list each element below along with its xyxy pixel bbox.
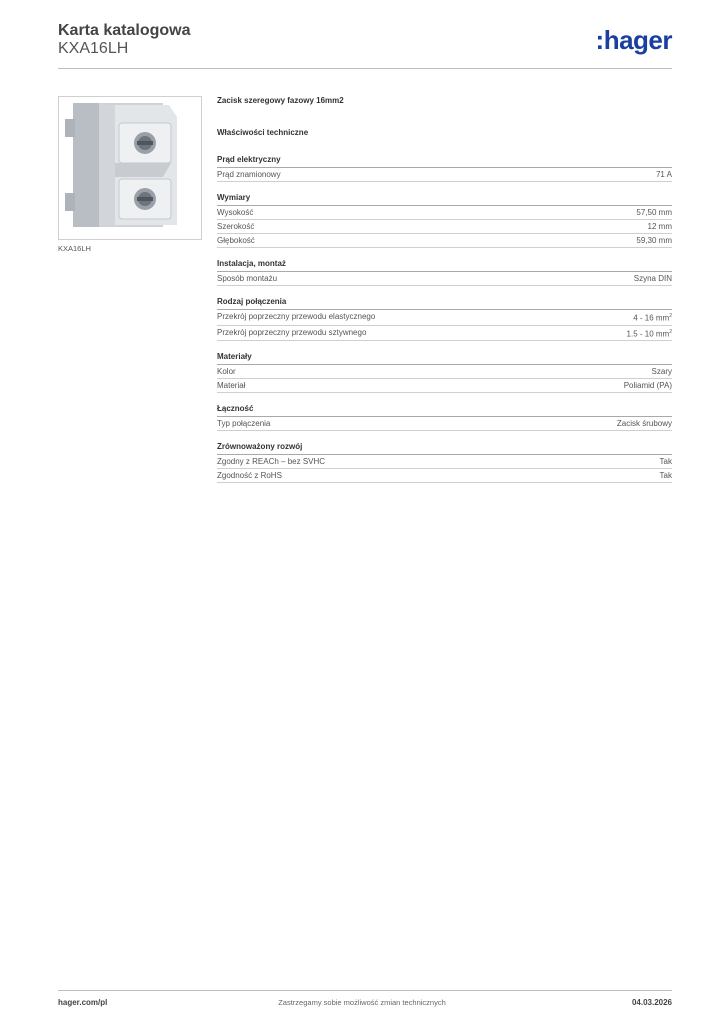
spec-value — [633, 310, 672, 325]
spec-group — [217, 154, 672, 182]
spec-row — [217, 455, 672, 469]
spec-value-unit-exponent: 2 — [669, 328, 672, 335]
hager-logo: :hager — [595, 25, 672, 55]
spec-value-text: 71 A — [655, 170, 672, 179]
spec-row — [217, 326, 672, 342]
spec-row — [217, 365, 672, 379]
spec-label: Kolor — [217, 367, 236, 377]
document-header — [58, 22, 190, 58]
footer-website[interactable]: hager.com/pl — [58, 998, 108, 1007]
spec-group — [217, 296, 672, 341]
spec-groups — [217, 154, 672, 483]
spec-label: Głębokość — [217, 236, 255, 245]
spec-row — [217, 220, 672, 234]
specifications — [217, 96, 672, 493]
product-code: KXA16LH — [58, 40, 129, 57]
technical-properties-title: Właściwości techniczne — [217, 128, 309, 137]
spec-group-title: Zrównoważony rozwój — [217, 441, 672, 455]
spec-value — [660, 455, 672, 468]
footer-date: 04.03.2026 — [631, 998, 672, 1007]
spec-row — [217, 272, 672, 286]
spec-row — [217, 168, 672, 182]
image-caption: KXA16LH — [58, 244, 91, 253]
spec-label: Szerokość — [217, 222, 255, 231]
product-image — [58, 96, 202, 240]
spec-row — [217, 417, 672, 431]
spec-group-title: Materiały — [217, 351, 672, 365]
spec-value-text: Tak — [659, 457, 672, 467]
footer-disclaimer: Zastrzegamy sobie możliwość zmian technicznych — [278, 998, 446, 1007]
spec-label: Przekrój poprzeczny przewodu sztywnego — [217, 327, 367, 337]
spec-value-text: Tak — [659, 471, 672, 481]
spec-label: Zgodność z RoHS — [217, 471, 282, 481]
spec-value-text: Szary — [651, 367, 672, 377]
spec-group-title: Rodzaj połączenia — [217, 296, 672, 310]
spec-row — [217, 469, 672, 483]
header-divider — [58, 68, 672, 69]
spec-label: Wysokość — [217, 208, 254, 217]
spec-group — [217, 192, 672, 248]
spec-value — [634, 272, 672, 285]
spec-value — [617, 417, 672, 430]
spec-group-title: Wymiary — [217, 192, 672, 206]
spec-group-title: Instalacja, montaż — [217, 258, 672, 272]
spec-value — [624, 379, 672, 392]
footer-divider — [58, 990, 672, 991]
spec-value-text: 12 mm — [647, 222, 672, 231]
spec-value-text: Zacisk śrubowy — [616, 419, 672, 429]
spec-group-title: Prąd elektryczny — [217, 154, 672, 168]
spec-value-text: Poliamid (PA) — [623, 381, 672, 391]
spec-value-text: Szyna DIN — [633, 274, 672, 283]
product-name: Zacisk szeregowy fazowy 16mm2 — [217, 96, 344, 105]
spec-value-text: 4 - 16 mm — [633, 313, 670, 323]
spec-value — [648, 220, 672, 233]
spec-value-unit-exponent: 2 — [669, 313, 672, 319]
terminal-block-illustration — [59, 97, 201, 239]
spec-value — [636, 234, 672, 247]
spec-value-text: 1.5 - 10 mm — [626, 329, 670, 339]
spec-label: Zgodny z REACh – bez SVHC — [217, 457, 326, 467]
spec-value — [652, 365, 672, 378]
spec-value-text: 57,50 mm — [636, 208, 672, 217]
spec-value-text: 59,30 mm — [636, 236, 672, 245]
spec-group — [217, 351, 672, 393]
spec-label: Sposób montażu — [217, 274, 278, 283]
spec-row — [217, 234, 672, 248]
spec-row — [217, 310, 672, 326]
spec-value — [636, 206, 672, 219]
spec-value — [627, 326, 672, 341]
spec-group — [217, 403, 672, 431]
spec-label: Typ połączenia — [217, 419, 271, 429]
spec-value — [656, 168, 672, 181]
spec-row — [217, 379, 672, 393]
document-title: Karta katalogowa — [58, 22, 191, 39]
spec-row — [217, 206, 672, 220]
spec-label: Przekrój poprzeczny przewodu elastycznego — [217, 312, 376, 321]
logo-text: hager — [603, 25, 672, 55]
spec-group — [217, 258, 672, 286]
spec-value — [660, 469, 672, 482]
spec-group-title: Łączność — [217, 403, 672, 417]
spec-label: Prąd znamionowy — [217, 170, 281, 179]
spec-label: Materiał — [217, 381, 246, 391]
spec-group — [217, 441, 672, 483]
